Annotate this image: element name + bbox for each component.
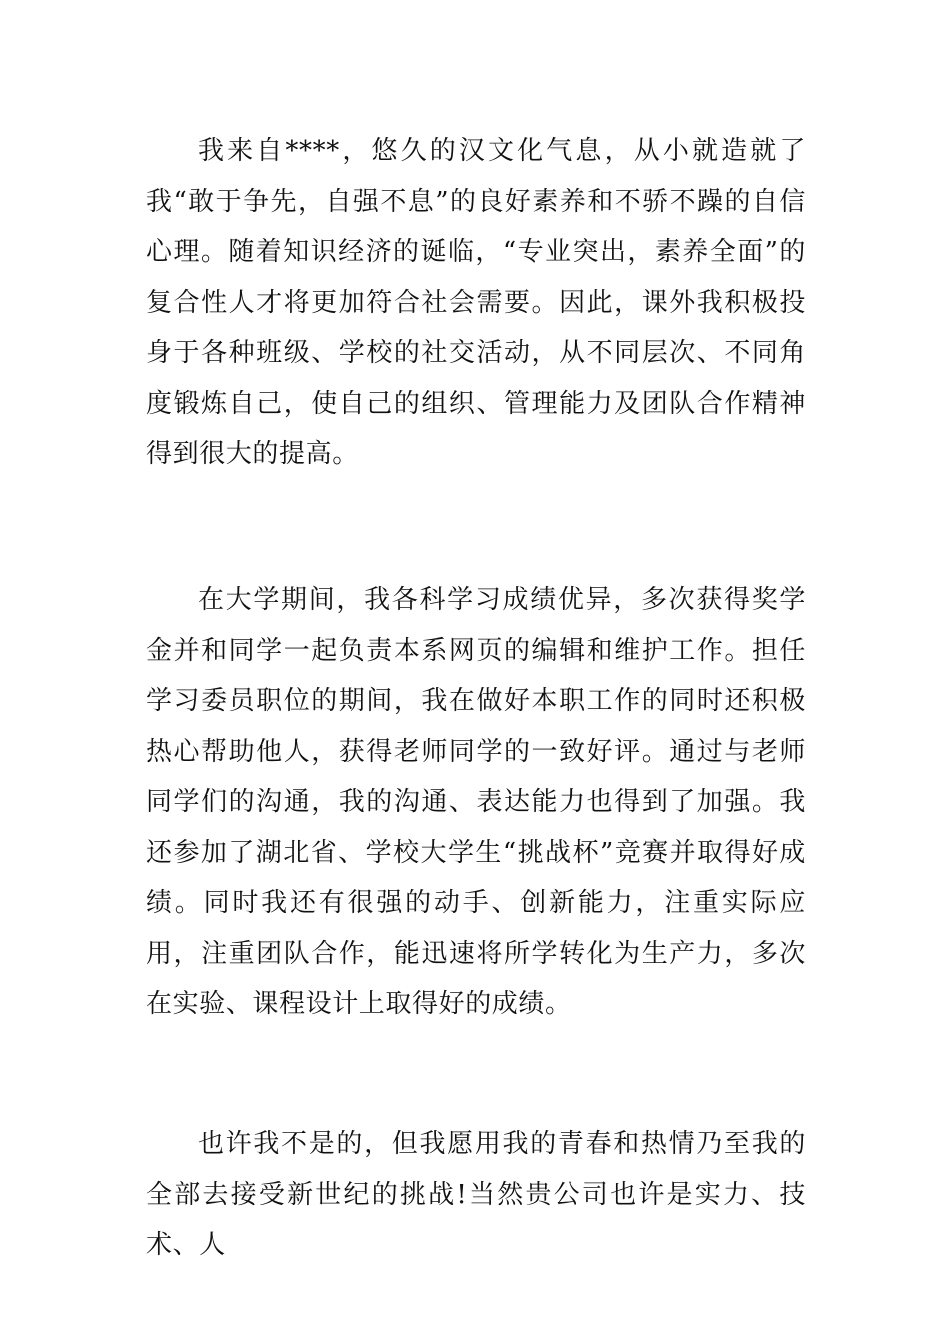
paragraph-closing: 也许我不是的，但我愿用我的青春和热情乃至我的全部去接受新世纪的挑战!当然贵公司也许是实力、技术、人 bbox=[146, 1129, 806, 1260]
paragraph-hometown: 我来自****，悠久的汉文化气息，从小就造就了我“敢于争先，自强不息”的良好素养和不骄不躁的自信心理。随着知识经济的诞临，“专业突出，素养全面”的复合性人才将更加符合社会需要。因此，课外我积极投身于各种班级、学校的社交活动，从不同层次、不同角度锻炼自己，使自己的组织、管理能力及团队合作精神得到很大的提高。 bbox=[146, 136, 806, 469]
paragraph-university: 在大学期间，我各科学习成绩优异，多次获得奖学金并和同学一起负责本系网页的编辑和维护工作。担任学习委员职位的期间，我在做好本职工作的同时还积极热心帮助他人，获得老师同学的一致好评。通过与老师同学们的沟通，我的沟通、表达能力也得到了加强。我还参加了湖北省、学校大学生“挑战杯”竞赛并取得好成绩。同时我还有很强的动手、创新能力，注重实际应用，注重团队合作，能迅速将所学转化为生产力，多次在实验、课程设计上取得好的成绩。 bbox=[146, 585, 806, 1019]
